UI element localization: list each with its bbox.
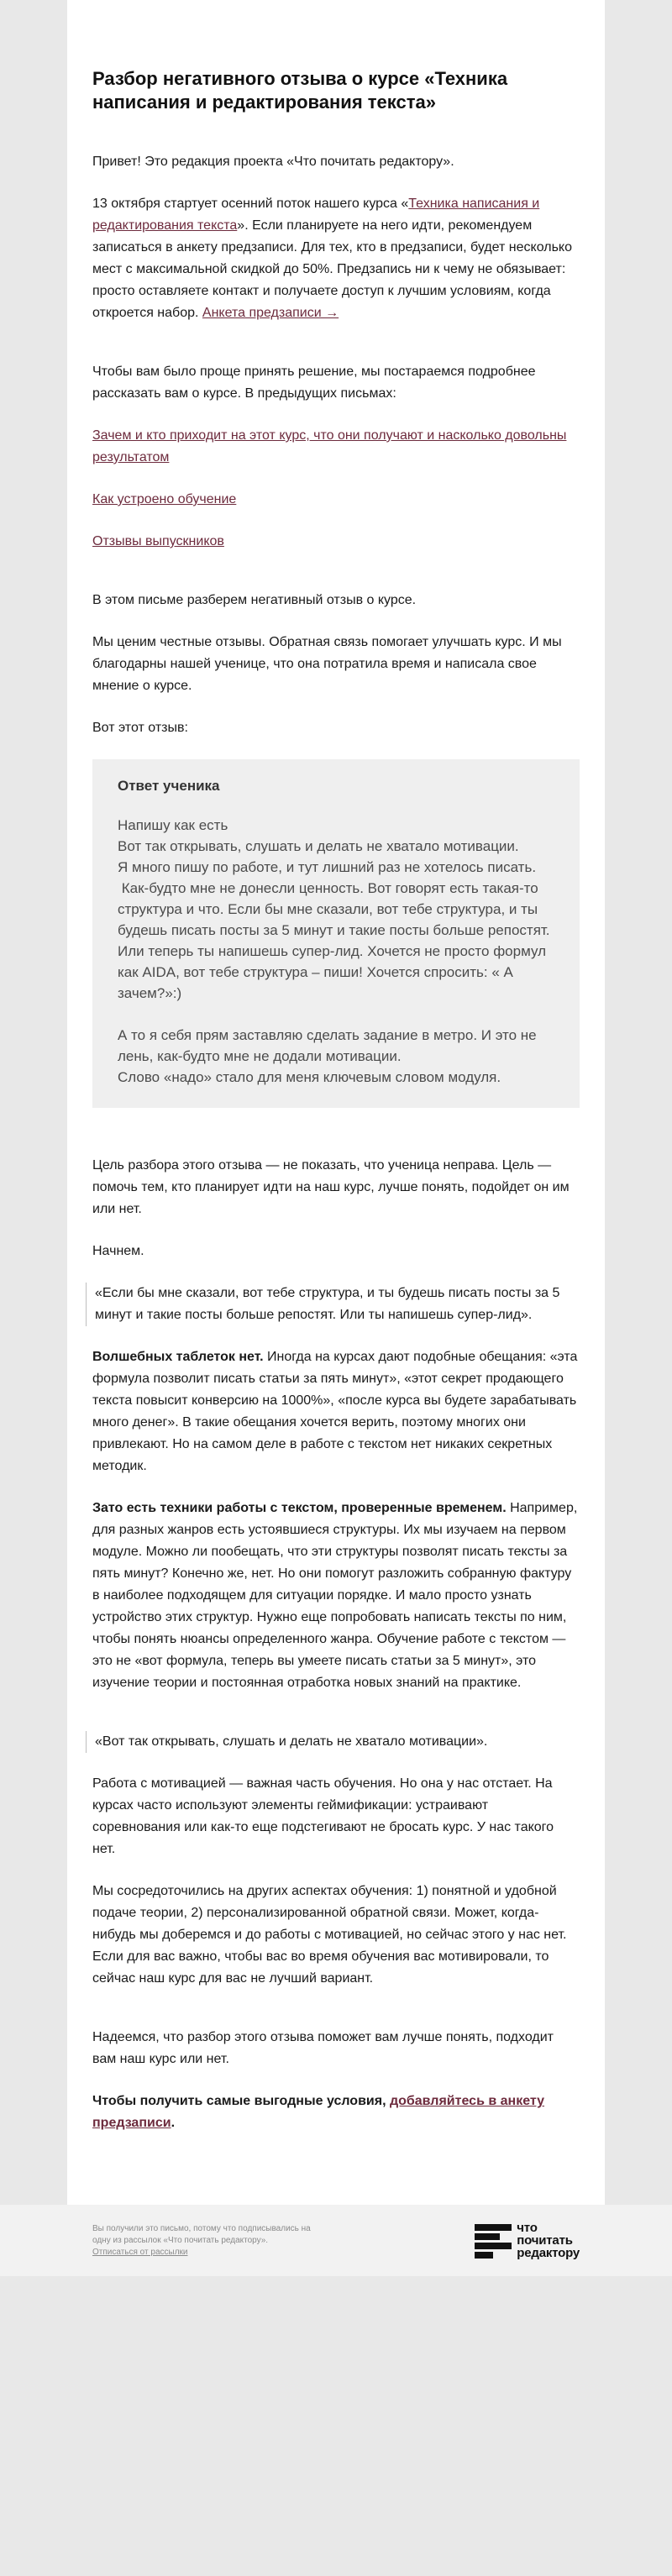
analysis-start: Начнем.: [92, 1244, 144, 1258]
feedback-line: Вот так открывать, слушать и делать не хватало мотивации.: [118, 838, 519, 854]
feedback-lead: Вот этот отзыв:: [92, 721, 188, 735]
feedback-quote: «Если бы мне сказали, вот тебе структура, и ты будешь писать посты за 5 минут и такие посты больше репостят. Или ты напишешь супер-лид».: [86, 1283, 580, 1326]
intro-paragraph: 13 октября стартует осенний поток нашего курса «Техника написания и редактирования текста». Если планируете на него идти, рекомендуем записаться в анкету предзаписи. Для тех, кто в предзаписи, будет несколько мест с максимальной скидкой до 50%. Предзапись ни к чему не обязывает: просто оставляете контакт и получаете доступ к лучшим условиям, когда откроется набор. Анкета предзаписи →: [92, 197, 573, 320]
logo-mark-icon: [475, 2222, 512, 2259]
analysis-goal: Цель разбора этого отзыва — не показать, что ученица неправа. Цель — помочь тем, кто планирует идти на наш курс, лучше понять, подойдет он им или нет.: [92, 1158, 570, 1216]
preregistration-cta-link[interactable]: добавляйтесь в анкету предзаписи: [92, 2094, 545, 2130]
techniques-paragraph: Зато есть техники работы с текстом, проверенные временем. Например, для разных жанров есть устоявшиеся структуры. Их мы изучаем на первом модуле. Можно ли пообещать, что эти структуры позволят писать тексты за пять минут? Конечно же, нет. Но они помогут разложить собранную фактуру в наиболее подходящем для ситуации порядке. И мало просто узнать устройство этих структур. Нужно еще попробовать написать тексты по ним, чтобы понять нюансы определенного жанра. Обучение работе с текстом — это не «вот формула, теперь вы умеете писать статьи за 5 минут», это изучение теории и постоянная отработка новых знаний на практике.: [92, 1501, 578, 1690]
closing-paragraph: Надеемся, что разбор этого отзыва поможет вам лучше понять, подходит вам наш курс или нет.: [92, 2030, 554, 2066]
page-title: Разбор негативного отзыва о курсе «Техника написания и редактирования текста»: [92, 68, 508, 113]
email-card: [67, 0, 605, 2205]
email-footer: [0, 2205, 672, 2276]
letter-intro: В этом письме разберем негативный отзыв о курсе.: [92, 593, 417, 607]
feedback-line: Напишу как есть: [118, 817, 228, 833]
greeting: Привет! Это редакция проекта «Что почитать редактору».: [92, 155, 454, 169]
feedback-line: Слово «надо» стало для меня ключевым словом модуля.: [118, 1069, 501, 1085]
no-magic-paragraph: Волшебных таблеток нет. Иногда на курсах дают подобные обещания: «эта формула позволит писать статьи за пять минут», «этот секрет продающего текста повысит конверсию на 1000%», «после курса вы будете зарабатывать много денег». В такие обещания хочется верить, поэтому многих они привлекают. Но на самом деле в работе с текстом нет никаких секретных методик.: [92, 1350, 578, 1473]
unsubscribe-link[interactable]: Отписаться от рассылки: [92, 2247, 188, 2257]
feedback-line: А то я себя прям заставляю сделать задание в метро. И это не лень, как-будто мне не додали мотивации.: [118, 1027, 537, 1064]
preregistration-form-link[interactable]: Анкета предзаписи →: [202, 306, 339, 320]
previous-letters-list: [92, 425, 580, 553]
previous-letter-link[interactable]: Отзывы выпускников: [92, 534, 224, 548]
honest-feedback-paragraph: Мы ценим честные отзывы. Обратная связь помогает улучшать курс. И мы благодарны нашей ученице, что она потратила время и написала свое мнение о курсе.: [92, 635, 562, 693]
previous-letters-intro: Чтобы вам было проще принять решение, мы постараемся подробнее рассказать вам о курсе. В предыдущих письмах:: [92, 365, 536, 401]
cta-paragraph: Чтобы получить самые выгодные условия, добавляйтесь в анкету предзаписи.: [92, 2094, 545, 2130]
course-link[interactable]: Техника написания и редактирования текста: [92, 197, 540, 233]
previous-letter-link[interactable]: Зачем и кто приходит на этот курс, что они получают и насколько довольны результатом: [92, 428, 567, 464]
brand-logo: [475, 2222, 580, 2259]
footer-note: Вы получили это письмо, потому что подписывались на одну из рассылок «Что почитать редактору». Отписаться от рассылки: [92, 2223, 311, 2257]
feedback-title: Ответ ученика: [118, 778, 220, 794]
feedback-line: Как-будто мне не донесли ценность. Вот говорят есть такая-то структура и что. Если бы мне сказали, вот тебе структура, и ты будешь писать посты за 5 минут и такие посты больше репостят. Или теперь ты напишешь супер-лид. Хочется не просто формул как AIDA, вот тебе структура – пиши! Хочется спросить: « А зачем?»:): [118, 880, 554, 1001]
previous-letter-link[interactable]: Как устроено обучение: [92, 492, 237, 506]
motivation-paragraph: Работа с мотивацией — важная часть обучения. Но она у нас отстает. На курсах часто используют элементы геймификации: устраивают соревнования или как-то еще подстегивают не бросать курс. У нас такого нет.: [92, 1776, 554, 1856]
focus-paragraph: Мы сосредоточились на других аспектах обучения: 1) понятной и удобной подаче теории, 2) персонализированной обратной связи. Может, когда-нибудь мы доберемся и до работы с мотивацией, но сейчас этого у нас нет. Если для вас важно, чтобы вас во время обучения вас мотивировали, то сейчас наш курс для вас не лучший вариант.: [92, 1884, 567, 1986]
student-feedback-box: [92, 759, 580, 1108]
logo-text: что почитать редактору: [517, 2221, 580, 2260]
feedback-line: Я много пишу по работе, и тут лишний раз не хотелось писать.: [118, 859, 537, 875]
feedback-quote: «Вот так открывать, слушать и делать не хватало мотивации».: [86, 1731, 580, 1753]
